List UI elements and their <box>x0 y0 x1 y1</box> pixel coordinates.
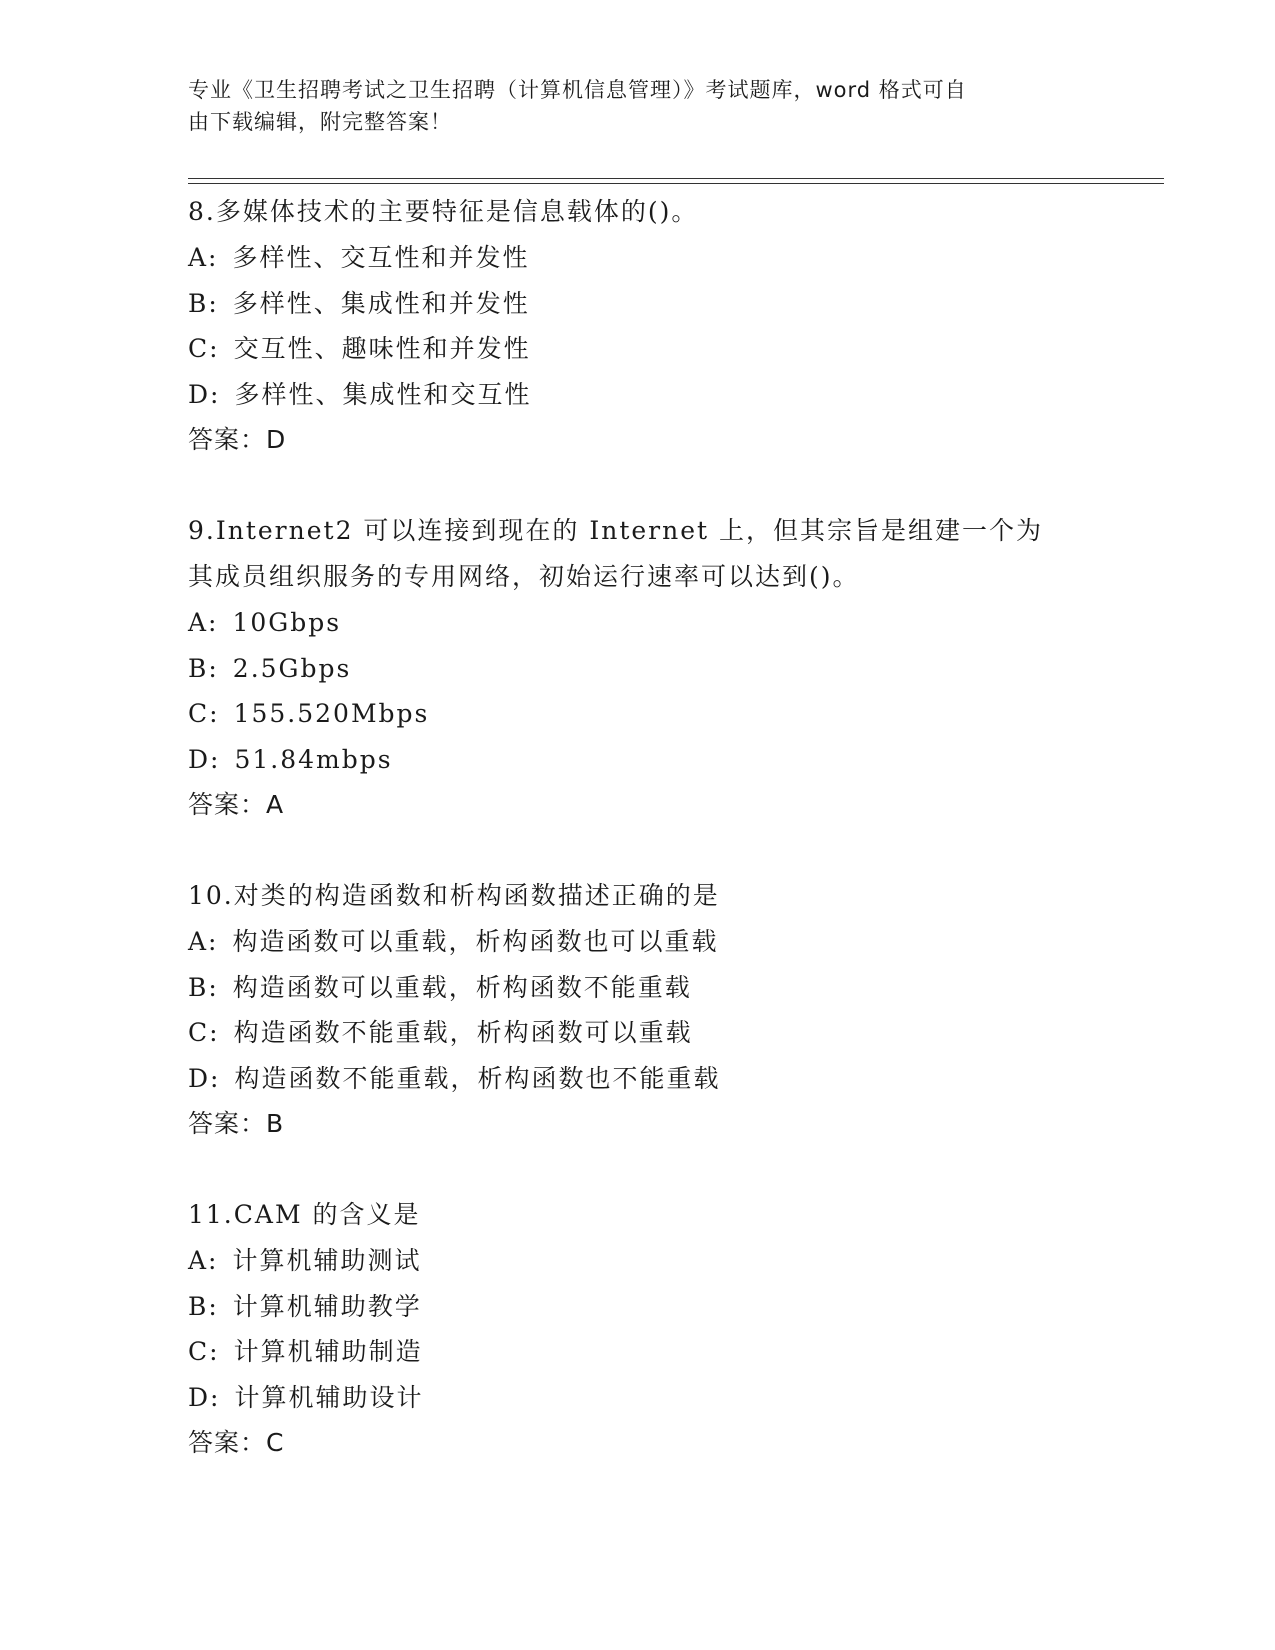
option-text: 交互性、趣味性和并发性 <box>233 334 531 363</box>
option-text: 计算机辅助设计 <box>234 1382 424 1412</box>
option-text: 构造函数可以重载，析构函数也可以重载 <box>232 927 719 956</box>
option-d <box>188 737 1088 783</box>
option-letter: B: <box>188 653 219 683</box>
option-a <box>188 600 1088 646</box>
option-letter: D: <box>188 1063 221 1093</box>
question-9 <box>188 508 1088 828</box>
option-letter: C: <box>188 334 220 363</box>
option-letter: C: <box>188 699 220 728</box>
answer-line: 答案：C <box>188 1428 285 1457</box>
option-d <box>188 1375 1088 1421</box>
option-a <box>188 235 1088 281</box>
option-text: 多样性、集成性和交互性 <box>234 379 532 409</box>
option-letter: D: <box>188 379 221 409</box>
option-letter: C: <box>188 1018 220 1047</box>
option-a <box>188 1238 1088 1284</box>
option-letter: B: <box>188 972 219 1002</box>
option-text: 多样性、集成性和并发性 <box>232 288 530 318</box>
question-11 <box>188 1192 1088 1466</box>
answer-line: 答案：D <box>188 425 287 454</box>
question-stem: 11.CAM 的含义是 <box>188 1200 421 1229</box>
option-b <box>188 1284 1088 1330</box>
answer-line: 答案：B <box>188 1109 285 1138</box>
option-text: 51.84mbps <box>234 744 393 774</box>
option-letter: A: <box>188 608 219 637</box>
option-text: 计算机辅助教学 <box>232 1291 422 1321</box>
option-text: 10Gbps <box>232 608 342 637</box>
option-c <box>188 1010 1088 1056</box>
option-d <box>188 372 1088 418</box>
question-10 <box>188 873 1088 1147</box>
option-text: 构造函数不能重载，析构函数可以重载 <box>233 1018 693 1047</box>
option-letter: C: <box>188 1337 220 1366</box>
question-stem: 10.对类的构造函数和析构函数描述正确的是 <box>188 881 720 910</box>
option-text: 2.5Gbps <box>232 653 352 683</box>
option-letter: A: <box>188 1246 219 1275</box>
option-text: 构造函数可以重载，析构函数不能重载 <box>232 972 692 1002</box>
document-header <box>188 74 1088 138</box>
option-c <box>188 691 1088 737</box>
option-text: 计算机辅助测试 <box>232 1246 422 1275</box>
option-text: 计算机辅助制造 <box>233 1337 423 1366</box>
option-b <box>188 281 1088 327</box>
header-divider-bottom <box>188 183 1164 184</box>
option-text: 构造函数不能重载，析构函数也不能重载 <box>234 1063 721 1093</box>
option-text: 多样性、交互性和并发性 <box>232 243 530 272</box>
option-letter: B: <box>188 1291 219 1321</box>
option-c <box>188 326 1088 372</box>
option-letter: B: <box>188 288 219 318</box>
question-stem: 8.多媒体技术的主要特征是信息载体的()。 <box>188 197 699 226</box>
option-c <box>188 1329 1088 1375</box>
option-b <box>188 965 1088 1011</box>
question-list <box>188 189 1088 1466</box>
option-d <box>188 1056 1088 1102</box>
option-text: 155.520Mbps <box>233 699 430 728</box>
header-divider-top <box>188 178 1164 179</box>
option-letter: A: <box>188 243 219 272</box>
option-a <box>188 919 1088 965</box>
option-letter: D: <box>188 744 221 774</box>
answer-line: 答案：A <box>188 790 285 819</box>
header-line-2: 由下载编辑，附完整答案！ <box>188 110 452 134</box>
option-letter: A: <box>188 927 219 956</box>
question-stem-continued: 其成员组织服务的专用网络，初始运行速率可以达到()。 <box>188 562 860 591</box>
option-b <box>188 646 1088 692</box>
question-8 <box>188 189 1088 463</box>
header-line-1: 专业《卫生招聘考试之卫生招聘（计算机信息管理）》考试题库，word 格式可自 <box>188 78 967 102</box>
question-stem: 9.Internet2 可以连接到现在的 Internet 上，但其宗旨是组建一个为 <box>188 516 1044 545</box>
option-letter: D: <box>188 1382 221 1412</box>
